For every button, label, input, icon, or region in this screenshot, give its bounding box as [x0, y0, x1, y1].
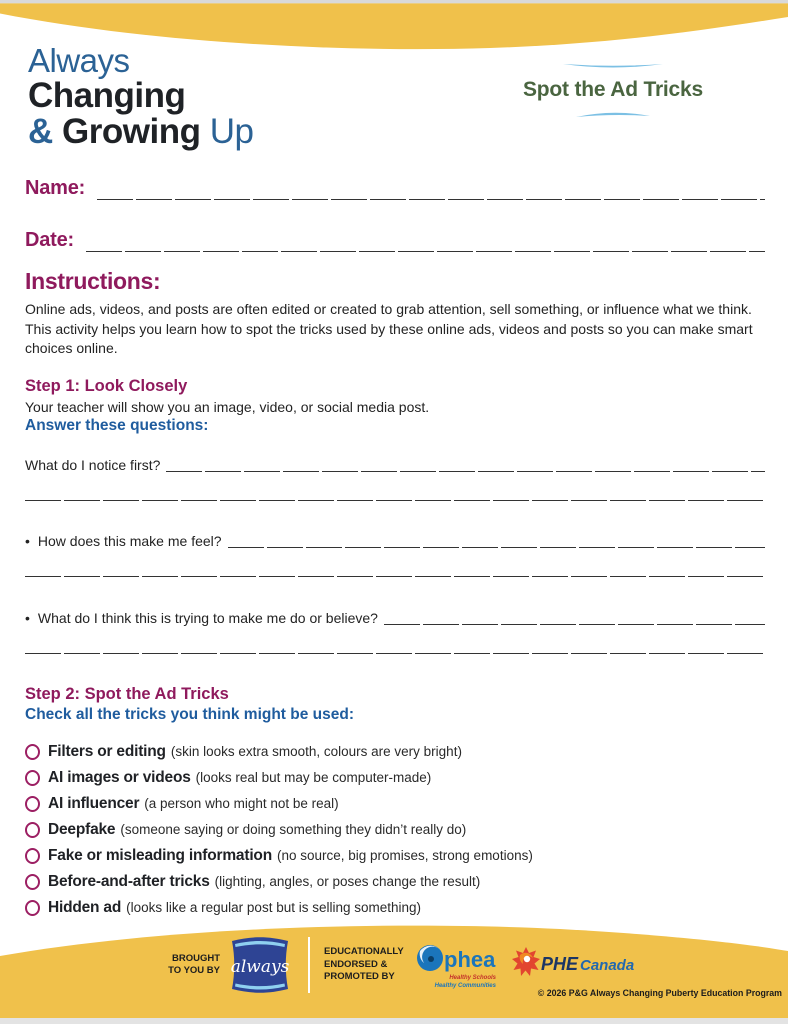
page-title: Spot the Ad Tricks: [523, 78, 703, 101]
checkbox-circle[interactable]: [25, 744, 40, 760]
trick-desc: (looks like a regular post but is selling something): [126, 900, 422, 916]
step1-subheading: Answer these questions:: [25, 416, 209, 434]
bullet-icon: •: [25, 532, 30, 549]
ophea-logo-text: phea: [443, 947, 496, 972]
footer-credits: [158, 934, 636, 996]
trick-item-ai-images: [25, 765, 765, 791]
phe-logo-bold: PHE: [540, 954, 578, 974]
trick-item-fake-info: [25, 843, 765, 869]
date-input-line[interactable]: [86, 237, 765, 252]
trick-desc: (lighting, angles, or poses change the result): [214, 874, 481, 890]
trick-label: Before-and-after tricks: [48, 872, 210, 890]
phe-canada-logo: [510, 945, 636, 985]
endorsed-by: [324, 946, 404, 984]
always-changing-logo: [28, 44, 253, 150]
step1-heading: Step 1: Look Closely: [25, 376, 188, 395]
endorsed-line2: ENDORSED &: [324, 958, 388, 970]
name-field-row: [25, 176, 765, 200]
date-field-row: [25, 228, 765, 252]
trick-label: Fake or misleading information: [48, 846, 272, 864]
instructions-body: Online ads, videos, and posts are often edited or created to grab attention, sell something, or influence what we think. This activity helps you learn how to spot the tricks used by these online ads, videos and posts so you can make smart choices online.: [25, 301, 753, 357]
trick-label: Hidden ad: [48, 898, 122, 916]
brought-to-you-by: [158, 953, 220, 978]
question-row-3: [25, 608, 765, 626]
brought-line2: TO YOU BY: [168, 965, 220, 976]
endorsed-line3: PROMOTED BY: [324, 971, 395, 983]
always-logo: [228, 935, 292, 995]
question-row-1: [25, 455, 765, 473]
step1-intro: Your teacher will show you an image, video, or social media post.: [25, 398, 430, 415]
brought-line1: BROUGHT: [171, 952, 220, 964]
instructions-heading: Instructions:: [25, 268, 161, 294]
bullet-icon: •: [25, 609, 30, 626]
trick-desc: (no source, big promises, strong emotions): [276, 848, 533, 864]
trick-desc: (someone saying or doing something they didn’t really do): [120, 822, 467, 838]
trick-desc: (looks real but may be computer-made): [195, 770, 432, 786]
name-input-line[interactable]: [97, 185, 765, 200]
logo-ampersand: &: [28, 112, 53, 152]
swoosh-top-icon: [563, 62, 663, 72]
phe-logo-rest: Canada: [579, 957, 634, 974]
checkbox-circle[interactable]: [25, 796, 40, 812]
footer: [0, 900, 788, 1024]
logo-growing: Growing: [62, 112, 201, 152]
question-1-answer-line-2[interactable]: [25, 500, 765, 501]
endorsed-line1: EDUCATIONALLY: [324, 945, 404, 957]
question-1-answer-line[interactable]: [166, 458, 765, 473]
ophea-logo: [416, 937, 500, 993]
worksheet-title-block: [494, 62, 732, 119]
ophea-tagline2: Healthy Communities: [434, 983, 496, 989]
question-2-text: How does this make me feel?: [37, 532, 222, 549]
logo-line2: Changing: [28, 75, 186, 115]
question-2-answer-line[interactable]: [228, 534, 765, 549]
logo-up: Up: [209, 112, 254, 152]
always-logo-text: always: [230, 957, 290, 977]
trick-label: Filters or editing: [48, 742, 166, 760]
copyright-text: © 2026 P&G Always Changing Puberty Education Program: [537, 988, 782, 998]
trick-item-ai-influencer: [25, 791, 765, 817]
date-label: Date:: [25, 229, 75, 251]
swoosh-bottom-icon: [576, 109, 650, 119]
name-label: Name:: [25, 177, 86, 199]
question-row-2: [25, 531, 765, 549]
worksheet-content: [25, 176, 765, 921]
step2-heading: Step 2: Spot the Ad Tricks: [25, 684, 229, 703]
step2-subheading: Check all the tricks you think might be used:: [25, 705, 355, 723]
trick-label: AI influencer: [48, 794, 140, 812]
logo-line3: [28, 114, 253, 150]
ophea-tagline1: Healthy Schools: [449, 975, 496, 981]
footer-divider: [308, 937, 310, 993]
checkbox-circle[interactable]: [25, 822, 40, 838]
trick-label: AI images or videos: [48, 768, 191, 786]
trick-item-before-after: [25, 869, 765, 895]
question-2-answer-line-2[interactable]: [25, 576, 765, 577]
trick-desc: (skin looks extra smooth, colours are very bright): [170, 744, 462, 760]
question-3-answer-line-2[interactable]: [25, 653, 765, 654]
question-3-text: What do I think this is trying to make me do or believe?: [37, 609, 378, 626]
question-3-answer-line[interactable]: [384, 611, 765, 626]
logo-line1: Always: [28, 42, 130, 79]
checkbox-circle[interactable]: [25, 874, 40, 890]
checkbox-circle[interactable]: [25, 848, 40, 864]
trick-desc: (a person who might not be real): [144, 796, 339, 812]
trick-label: Deepfake: [48, 820, 116, 838]
question-1-text: What do I notice first?: [25, 456, 161, 473]
trick-item-filters: [25, 739, 765, 765]
checkbox-circle[interactable]: [25, 770, 40, 786]
trick-item-deepfake: [25, 817, 765, 843]
